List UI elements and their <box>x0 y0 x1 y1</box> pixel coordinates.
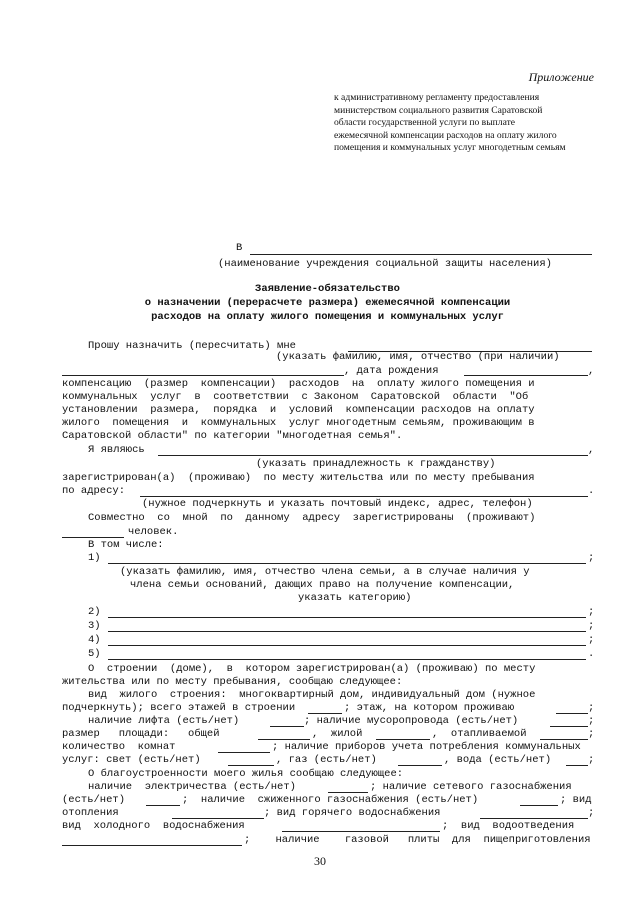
recipient-field[interactable] <box>250 254 592 255</box>
area-living-label: , жилой <box>312 728 363 740</box>
address-label: по адресу: <box>62 485 126 497</box>
area-living-field[interactable] <box>376 739 430 740</box>
semicolon: ; <box>588 754 595 766</box>
semicolon: ; <box>588 634 595 646</box>
chute-label: ; наличие мусоропровода (есть/нет) <box>304 715 519 727</box>
semicolon: ; <box>588 702 595 714</box>
cold-water-label: вид холодного водоснабжения <box>62 820 245 832</box>
paragraph-line: установлении размера, порядка и условий компенсации расходов на оплату <box>62 404 535 416</box>
semicolon: ; <box>588 606 595 618</box>
member-number: 3) <box>88 620 101 632</box>
member-5-field[interactable] <box>108 659 586 660</box>
gas-meter-field[interactable] <box>398 765 442 766</box>
building-type-line: вид жилого строения: многоквартирный дом, индивидуальный дом (нужное <box>88 689 536 701</box>
comma: , <box>588 365 595 377</box>
floors-field[interactable] <box>308 713 342 714</box>
semicolon: ; <box>588 620 595 632</box>
area-heated-label: , отапливаемой <box>432 728 527 740</box>
cold-water-field[interactable] <box>282 831 440 832</box>
appendix-text <box>334 92 594 155</box>
comma: , <box>588 444 595 456</box>
gas-network-field[interactable] <box>146 805 180 806</box>
recipient-prefix: В <box>236 242 243 254</box>
gas-stove-label: ; наличие газовой плиты для пищеприготовления <box>244 834 591 846</box>
period: . <box>588 648 595 660</box>
member-2-field[interactable] <box>108 617 586 618</box>
drainage-label: ; вид водоотведения <box>442 820 575 832</box>
address-hint: (нужное подчеркнуть и указать почтовый индекс, адрес, телефон) <box>142 498 533 510</box>
member-hint: члена семьи оснований, дающих право на получение компенсации, <box>130 579 515 591</box>
semicolon: ; <box>588 807 595 819</box>
request-prefix: Прошу назначить (пересчитать) мне <box>88 340 296 352</box>
rooms-field[interactable] <box>218 752 270 753</box>
appendix-line: помещения и коммунальных услуг многодетным семьям <box>334 142 566 154</box>
member-4-field[interactable] <box>108 645 586 646</box>
water-meter-label: , вода (есть/нет) <box>444 754 552 766</box>
citizenship-hint: (указать принадлежность к гражданству) <box>256 458 496 470</box>
rooms-label: количество комнат <box>62 741 176 753</box>
electric-meter-field[interactable] <box>228 765 274 766</box>
semicolon: ; <box>588 728 595 740</box>
citizenship-field[interactable] <box>158 455 588 456</box>
gas-meter-label: , газ (есть/нет) <box>276 754 377 766</box>
appendix-line: области государственной услуги по выплате <box>334 117 516 129</box>
floors-label: подчеркнуть); всего этажей в строении <box>62 702 296 714</box>
member-1-field[interactable] <box>108 563 586 564</box>
address-field[interactable] <box>140 496 588 497</box>
heating-type-label: ; вид <box>560 794 592 806</box>
member-hint: (указать фамилию, имя, отчество члена семьи, а в случае наличия у <box>120 566 530 578</box>
appendix-line: к административному регламенту предоставления <box>334 92 540 103</box>
electricity-field[interactable] <box>328 792 368 793</box>
lift-label: наличие лифта (есть/нет) <box>88 715 240 727</box>
together-line: Совместно со мной по данному адресу зарегистрированы (проживают) <box>88 512 536 524</box>
yes-no-label: (есть/нет) <box>62 794 126 806</box>
including-label: В том числе: <box>88 539 164 551</box>
meters-label: ; наличие приборов учета потребления коммунальных <box>272 741 581 753</box>
appendix-line: ежемесячной компенсации расходов на оплату жилого <box>334 129 557 141</box>
drainage-field[interactable] <box>62 845 242 846</box>
heating-label: отопления <box>62 807 119 819</box>
water-meter-field[interactable] <box>566 765 588 766</box>
paragraph-line: Саратовской области" по категории "многодетная семья". <box>62 430 403 442</box>
area-total-field[interactable] <box>258 739 310 740</box>
area-heated-field[interactable] <box>540 739 588 740</box>
semicolon: ; <box>588 552 595 564</box>
electricity-label: наличие электричества (есть/нет) <box>88 781 296 793</box>
semicolon: ; <box>588 715 595 727</box>
persons-count-field[interactable] <box>62 537 124 538</box>
member-hint: указать категорию) <box>298 592 412 604</box>
paragraph-line: жилого помещения и коммунальных услуг многодетным семьям, проживающим в <box>62 417 535 429</box>
form-title-line-3: расходов на оплату жилого помещения и коммунальных услуг <box>151 311 504 323</box>
lpg-label: ; наличие сжиженного газоснабжения (есть/нет) <box>182 794 479 806</box>
gas-network-label: ; наличие сетевого газоснабжения <box>370 781 572 793</box>
chute-field[interactable] <box>550 726 588 727</box>
persons-label: человек. <box>128 526 179 538</box>
citizenship-prefix: Я являюсь <box>88 444 145 456</box>
hot-water-label: ; вид горячего водоснабжения <box>264 807 441 819</box>
full-name-field-2[interactable] <box>62 375 344 376</box>
period: . <box>588 485 595 497</box>
floor-label: ; этаж, на котором проживаю <box>344 702 515 714</box>
recipient-hint: (наименование учреждения социальной защиты населения) <box>218 258 552 270</box>
form-title-line-2: о назначении (перерасчете размера) ежемесячной компенсации <box>144 297 511 309</box>
member-number: 4) <box>88 634 101 646</box>
amenities-heading: О благоустроенности моего жилья сообщаю следующее: <box>88 768 404 780</box>
hot-water-field[interactable] <box>480 818 588 819</box>
building-line: жительства или по месту пребывания, сообщаю следующее: <box>62 676 403 688</box>
page-number: 30 <box>314 854 326 868</box>
paragraph-line: коммунальных услуг в соответствии с Законом Саратовской области "Об <box>62 391 529 403</box>
member-number: 5) <box>88 648 101 660</box>
registration-line: зарегистрирован(а) (проживаю) по месту жительства или по месту пребывания <box>62 472 535 484</box>
lift-field[interactable] <box>270 726 304 727</box>
building-line: О строении (доме), в котором зарегистрирован(а) (проживаю) по месту <box>88 663 536 675</box>
birth-date-field[interactable] <box>464 375 588 376</box>
floor-field[interactable] <box>556 713 588 714</box>
member-number: 2) <box>88 606 101 618</box>
member-number: 1) <box>88 552 101 564</box>
birth-date-label: , дата рождения <box>344 365 439 377</box>
name-hint: (указать фамилию, имя, отчество (при наличии) <box>276 351 560 363</box>
area-label: размер площади: общей <box>62 728 220 740</box>
form-title: Заявление-обязательство <box>255 283 400 295</box>
lpg-field[interactable] <box>520 805 558 806</box>
heating-field[interactable] <box>172 818 264 819</box>
electric-meter-label: услуг: свет (есть/нет) <box>62 754 201 766</box>
paragraph-line: компенсацию (размер компенсации) расходов на оплату жилого помещения и <box>62 378 535 390</box>
member-3-field[interactable] <box>108 631 586 632</box>
appendix-line: министерством социального развития Саратовской <box>334 104 543 116</box>
appendix-title: Приложение <box>528 70 594 84</box>
